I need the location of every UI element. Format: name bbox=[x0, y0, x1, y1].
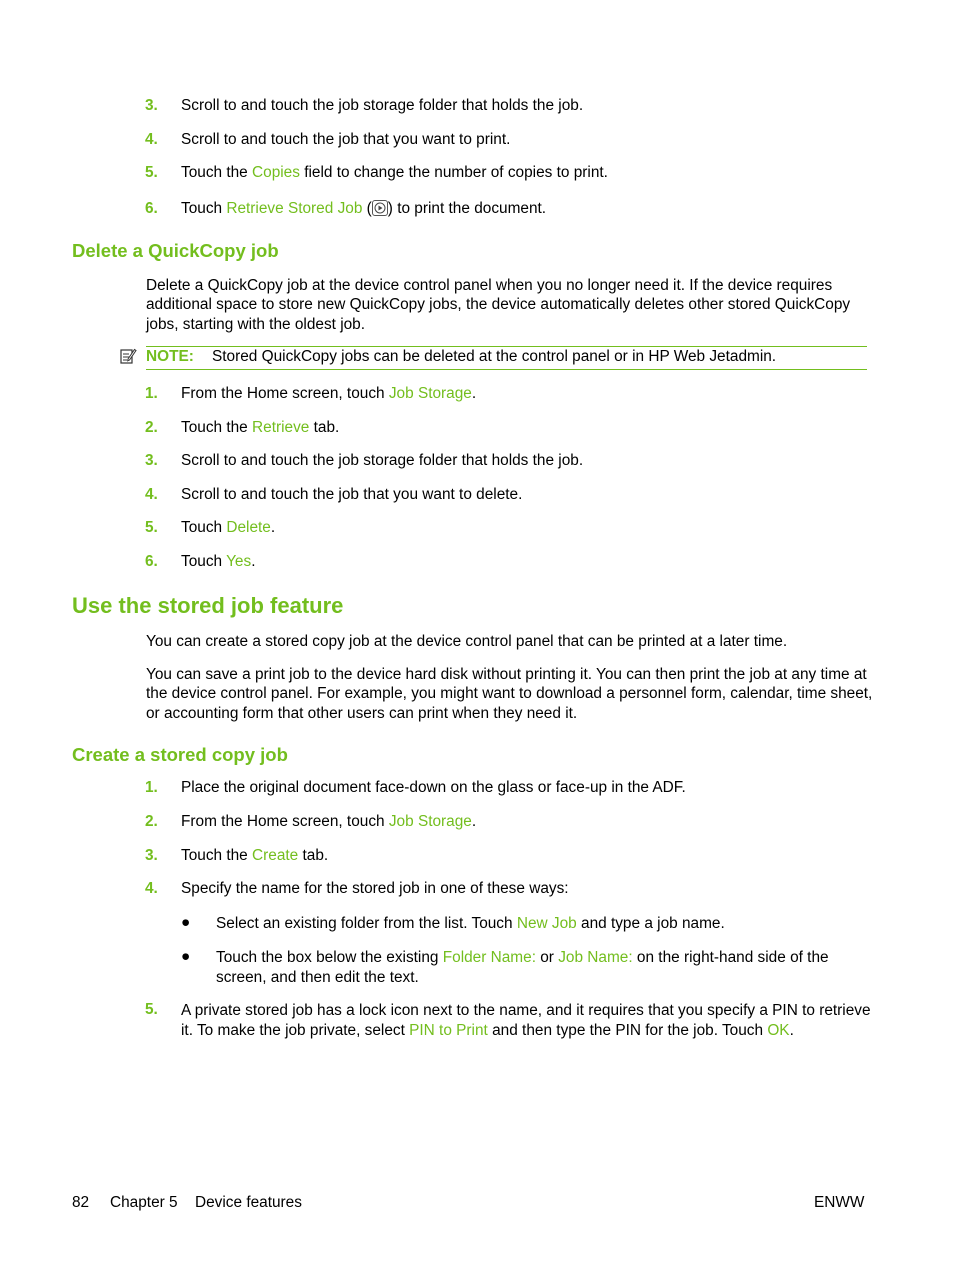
section-heading-create-stored-copy: Create a stored copy job bbox=[72, 744, 288, 765]
step-number: 6. bbox=[145, 553, 158, 570]
step-text: Scroll to and touch the job storage folder that holds the job. bbox=[181, 97, 584, 114]
ui-term: PIN to Print bbox=[409, 1021, 488, 1039]
ui-term: Copies bbox=[252, 164, 300, 181]
step-number: 3. bbox=[145, 97, 158, 114]
ui-term: Job Name: bbox=[558, 949, 633, 966]
step-text: Touch the Retrieve tab. bbox=[181, 419, 340, 436]
note-top-rule bbox=[146, 346, 867, 347]
ui-term: Retrieve bbox=[252, 419, 310, 436]
note-icon bbox=[119, 347, 137, 365]
step-text: Touch Delete. bbox=[181, 519, 276, 536]
stored-paragraph-1: You can create a stored copy job at the device control panel that can be printed at a later time. bbox=[146, 633, 788, 650]
ui-term: Job Storage bbox=[388, 813, 472, 830]
step-number: 4. bbox=[145, 131, 158, 148]
step-number: 1. bbox=[145, 779, 158, 796]
step-text: Touch the Copies field to change the number of copies to print. bbox=[181, 164, 608, 181]
footer-enww: ENWW bbox=[814, 1194, 865, 1211]
step-text: Scroll to and touch the job that you want to print. bbox=[181, 131, 511, 148]
note-text: Stored QuickCopy jobs can be deleted at the control panel or in HP Web Jetadmin. bbox=[212, 348, 777, 365]
step-number: 5. bbox=[145, 164, 158, 181]
step-text: Touch the Create tab. bbox=[181, 847, 329, 864]
step-number: 3. bbox=[145, 452, 158, 469]
stored-paragraph-2: You can save a print job to the device hard disk without printing it. You can then print the job at any time at the device control panel. For example, you might want to download a personnel form, calendar, time sheet, or accounting form that other users can print when they need it. bbox=[146, 666, 873, 722]
start-button-icon bbox=[372, 200, 388, 216]
step-text: Touch Yes. bbox=[181, 553, 256, 570]
ui-term: Create bbox=[252, 847, 299, 864]
step-number: 2. bbox=[145, 419, 158, 436]
step-number: 5. bbox=[145, 1001, 158, 1018]
step-number: 4. bbox=[145, 486, 158, 503]
bullet-icon: ● bbox=[181, 914, 191, 931]
section-heading-stored-job: Use the stored job feature bbox=[72, 593, 344, 618]
step-text: Scroll to and touch the job that you want to delete. bbox=[181, 486, 523, 503]
ui-term: New Job bbox=[516, 915, 577, 932]
step-text: Scroll to and touch the job storage folder that holds the job. bbox=[181, 452, 584, 469]
bullet-icon: ● bbox=[181, 948, 191, 965]
step-number: 6. bbox=[145, 200, 158, 217]
delete-intro-paragraph: Delete a QuickCopy job at the device control panel when you no longer need it. If the device requires additional space to store new QuickCopy jobs, the device automatically deletes other stored QuickCopy jobs, starting with the oldest job. bbox=[146, 277, 851, 333]
ui-term: Job Storage bbox=[388, 385, 472, 402]
ui-term: Delete bbox=[226, 519, 271, 536]
step-text: Place the original document face-down on the glass or face-up in the ADF. bbox=[181, 779, 686, 796]
step-number: 5. bbox=[145, 519, 158, 536]
step-number: 2. bbox=[145, 813, 158, 830]
bullet-text: Touch the box below the existing Folder Name: or Job Name: on the right-hand side of the screen, and then edit the text. bbox=[216, 949, 829, 986]
ui-term: Folder Name: bbox=[442, 949, 536, 966]
note-label: NOTE: bbox=[146, 348, 194, 365]
step-text: A private stored job has a lock icon next to the name, and it requires that you specify a PIN to retrieve it. To make the job private, select PIN to Print and then type the PIN for the job. Touch OK. bbox=[181, 1002, 871, 1039]
step-number: 3. bbox=[145, 847, 158, 864]
step-text: Specify the name for the stored job in one of these ways: bbox=[181, 880, 569, 897]
step-text: From the Home screen, touch Job Storage. bbox=[181, 813, 477, 830]
footer-chapter: Chapter 5 bbox=[110, 1194, 178, 1211]
note-bottom-rule bbox=[146, 369, 867, 370]
step-number: 4. bbox=[145, 880, 158, 897]
ui-term: Yes bbox=[226, 553, 252, 570]
bullet-text: Select an existing folder from the list. Touch New Job and type a job name. bbox=[216, 915, 725, 932]
step-text: From the Home screen, touch Job Storage. bbox=[181, 385, 477, 402]
section-heading-delete-quickcopy: Delete a QuickCopy job bbox=[72, 240, 279, 261]
step-text: Touch Retrieve Stored Job ( ) to print the document. bbox=[181, 200, 547, 217]
page-number: 82 bbox=[72, 1194, 90, 1211]
step-number: 1. bbox=[145, 385, 158, 402]
retrieve-stored-job-link: Retrieve Stored Job bbox=[226, 200, 363, 217]
footer-chapter-title: Device features bbox=[195, 1194, 302, 1211]
ui-term: OK bbox=[767, 1021, 790, 1039]
